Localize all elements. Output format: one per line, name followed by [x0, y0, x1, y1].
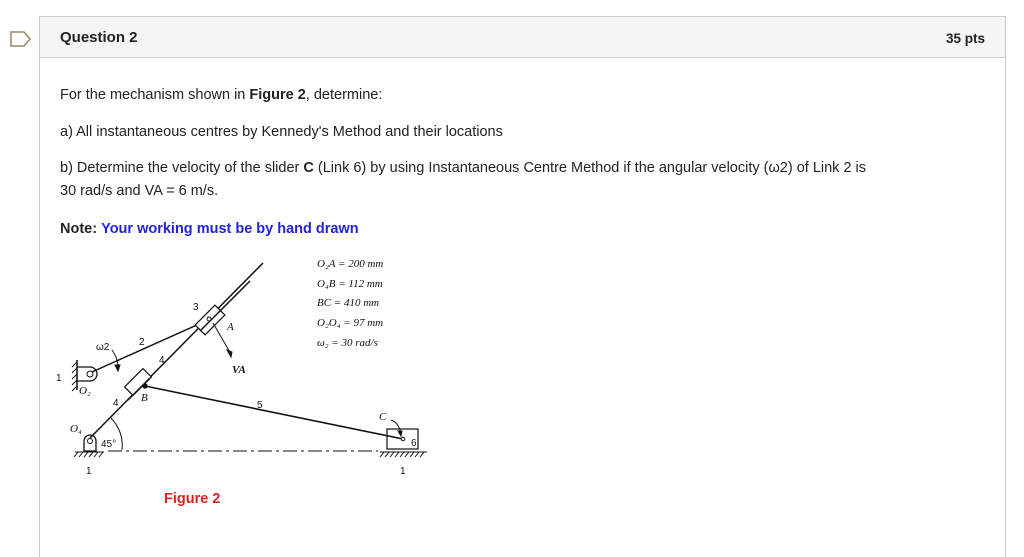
figure-label: 6 [411, 438, 417, 449]
figure-label: 1 [56, 373, 62, 384]
figure-label: VA [232, 364, 246, 376]
link-5 [145, 386, 403, 439]
link-2 [92, 320, 208, 372]
figure-label: B [141, 392, 148, 404]
figure-label: 3 [193, 302, 199, 313]
figure-label: O₄B = 112 mm [317, 278, 383, 290]
figure-caption: Figure 2 [164, 491, 221, 507]
question-title: Question 2 [60, 29, 138, 46]
figure-label: O₂A = 200 mm [317, 258, 384, 270]
figure-label: 1 [86, 466, 92, 477]
figure-label: O₂ [79, 385, 91, 397]
figure-label: 4 [113, 398, 119, 409]
figure-label: 4 [159, 355, 165, 366]
figure-label: 2 [139, 337, 145, 348]
figure-label: O₄ [70, 423, 82, 435]
note-text: Note: Your working must be by hand drawn [60, 221, 359, 237]
link-4 [90, 263, 263, 438]
figure-label: A [227, 321, 234, 333]
question-points: 35 pts [945, 31, 985, 46]
part-a-text: a) All instantaneous centres by Kennedy's Method and their locations [60, 124, 503, 140]
figure-label: O₂O₄ = 97 mm [317, 317, 384, 329]
figure-label: 5 [257, 400, 263, 411]
figure-label: BC = 410 mm [317, 297, 380, 309]
ground-o4 [74, 435, 104, 457]
figure-label: ω₂ = 30 rad/s [317, 337, 378, 349]
figure-label: 1 [400, 466, 406, 477]
figure-label: 45° [101, 439, 117, 450]
figure-label: C [379, 411, 387, 423]
part-b-text: b) Determine the velocity of the slider C (Link 6) by using Instantaneous Centre Method if the angular velocity (ω2) of Link 2 is 30 rad/s and VA = 6 m/s. [60, 160, 867, 199]
figure-label: ω2 [96, 342, 110, 353]
intro-text: For the mechanism shown in Figure 2, determine: [60, 87, 383, 103]
